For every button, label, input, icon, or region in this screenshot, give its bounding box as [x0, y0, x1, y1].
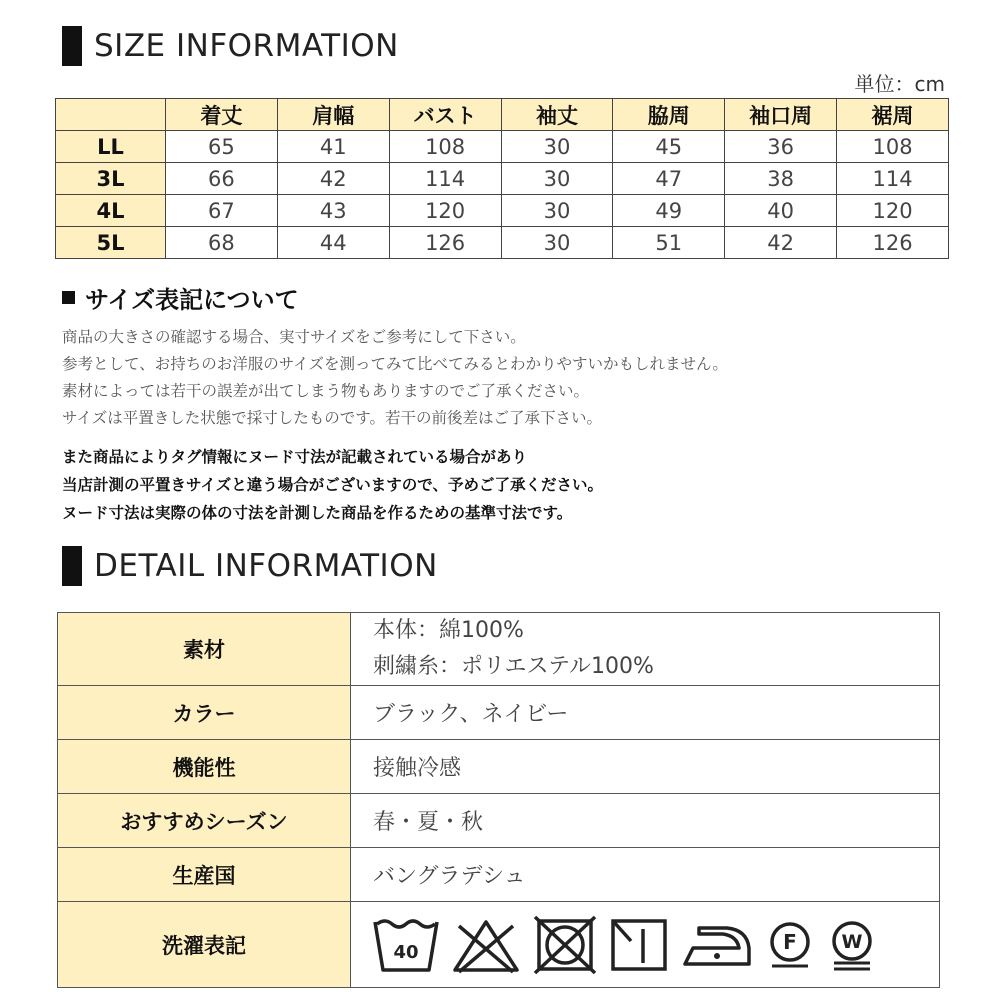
size-value: 42 [277, 163, 389, 195]
care-icons-cell [351, 902, 940, 988]
header-cell: 袖口周 [725, 99, 837, 131]
size-value: 65 [166, 131, 278, 163]
table-row [58, 613, 940, 686]
square-bullet-icon [62, 291, 75, 304]
note-line: サイズは平置きした状態で採寸したものです。若干の前後差はご了承下さい。 [62, 409, 603, 427]
origin-label: 生産国 [58, 848, 351, 902]
function-value: 接触冷感 [351, 740, 940, 794]
size-value: 47 [613, 163, 725, 195]
no-tumble-dry-icon [533, 915, 597, 975]
size-label: LL [56, 131, 166, 163]
table-row [56, 131, 949, 163]
color-value: ブラック、ネイビー [351, 686, 940, 740]
size-value: 30 [501, 163, 613, 195]
size-value: 40 [725, 195, 837, 227]
size-notes-heading [62, 280, 299, 315]
note-line: また商品によりタグ情報にヌード寸法が記載されている場合があり [62, 448, 528, 466]
color-label: カラー [58, 686, 351, 740]
size-value: 114 [837, 163, 949, 195]
dry-clean-letter: F [783, 929, 797, 954]
detail-section-header [62, 546, 438, 586]
size-value: 51 [613, 227, 725, 259]
size-table [55, 98, 949, 259]
header-cell: バスト [389, 99, 501, 131]
size-value: 68 [166, 227, 278, 259]
size-section-title: SIZE INFORMATION [94, 28, 399, 64]
size-value: 120 [389, 195, 501, 227]
iron-low-icon [681, 920, 753, 970]
no-bleach-icon [451, 916, 521, 974]
material-line: 刺繍糸：ポリエステル100% [373, 654, 654, 679]
size-table-header-row [56, 99, 949, 131]
size-value: 30 [501, 195, 613, 227]
size-table-corner [56, 99, 166, 131]
function-label: 機能性 [58, 740, 351, 794]
table-row [56, 195, 949, 227]
season-value: 春・夏・秋 [351, 794, 940, 848]
size-value: 49 [613, 195, 725, 227]
table-row [56, 163, 949, 195]
season-label: おすすめシーズン [58, 794, 351, 848]
size-value: 67 [166, 195, 278, 227]
size-value: 108 [837, 131, 949, 163]
size-value: 114 [389, 163, 501, 195]
material-line: 本体：綿100% [373, 618, 524, 643]
size-value: 120 [837, 195, 949, 227]
size-value: 42 [725, 227, 837, 259]
table-row [56, 227, 949, 259]
size-value: 30 [501, 227, 613, 259]
table-row [58, 794, 940, 848]
header-cell: 肩幅 [277, 99, 389, 131]
care-icons [373, 915, 939, 975]
care-label: 洗濯表記 [58, 902, 351, 988]
origin-value: バングラデシュ [351, 848, 940, 902]
size-value: 41 [277, 131, 389, 163]
header-cell: 袖丈 [501, 99, 613, 131]
nude-size-notes [62, 443, 603, 527]
section-bar [62, 546, 82, 586]
size-section-header [62, 26, 399, 66]
material-label: 素材 [58, 613, 351, 686]
table-row [58, 740, 940, 794]
wash-40-icon [373, 916, 439, 974]
wet-clean-w-icon [827, 919, 877, 971]
note-line: 商品の大きさの確認する場合、実寸サイズをご参考にして下さい。 [62, 328, 526, 346]
unit-label: 単位：cm [854, 72, 945, 96]
size-value: 38 [725, 163, 837, 195]
wet-clean-letter: W [841, 930, 863, 953]
table-row [58, 686, 940, 740]
section-bar [62, 26, 82, 66]
size-value: 126 [837, 227, 949, 259]
line-dry-shade-icon [609, 917, 669, 973]
size-value: 108 [389, 131, 501, 163]
size-label: 4L [56, 195, 166, 227]
material-value [351, 613, 940, 686]
header-cell: 着丈 [166, 99, 278, 131]
size-notes [62, 324, 728, 432]
header-cell: 裾周 [837, 99, 949, 131]
size-value: 36 [725, 131, 837, 163]
note-line: 素材によっては若干の誤差が出てしまう物もありますのでご了承ください。 [62, 382, 590, 400]
size-value: 126 [389, 227, 501, 259]
detail-table [57, 612, 940, 988]
note-line: 参考として、お持ちのお洋服のサイズを測ってみて比べてみるとわかりやすいかもしれません。 [62, 355, 728, 373]
header-cell: 脇周 [613, 99, 725, 131]
size-value: 43 [277, 195, 389, 227]
note-line: 当店計測の平置きサイズと違う場合がございますので、予めご了承ください。 [62, 476, 603, 494]
size-value: 30 [501, 131, 613, 163]
size-value: 66 [166, 163, 278, 195]
table-row [58, 848, 940, 902]
size-value: 45 [613, 131, 725, 163]
size-label: 5L [56, 227, 166, 259]
dry-clean-f-icon [765, 920, 815, 970]
size-notes-title: サイズ表記について [85, 286, 299, 314]
size-value: 44 [277, 227, 389, 259]
size-label: 3L [56, 163, 166, 195]
detail-section-title: DETAIL INFORMATION [94, 548, 438, 584]
table-row [58, 902, 940, 988]
wash-temp-text: 40 [393, 941, 419, 963]
note-line: ヌード寸法は実際の体の寸法を計測した商品を作るための基準寸法です。 [62, 504, 573, 522]
